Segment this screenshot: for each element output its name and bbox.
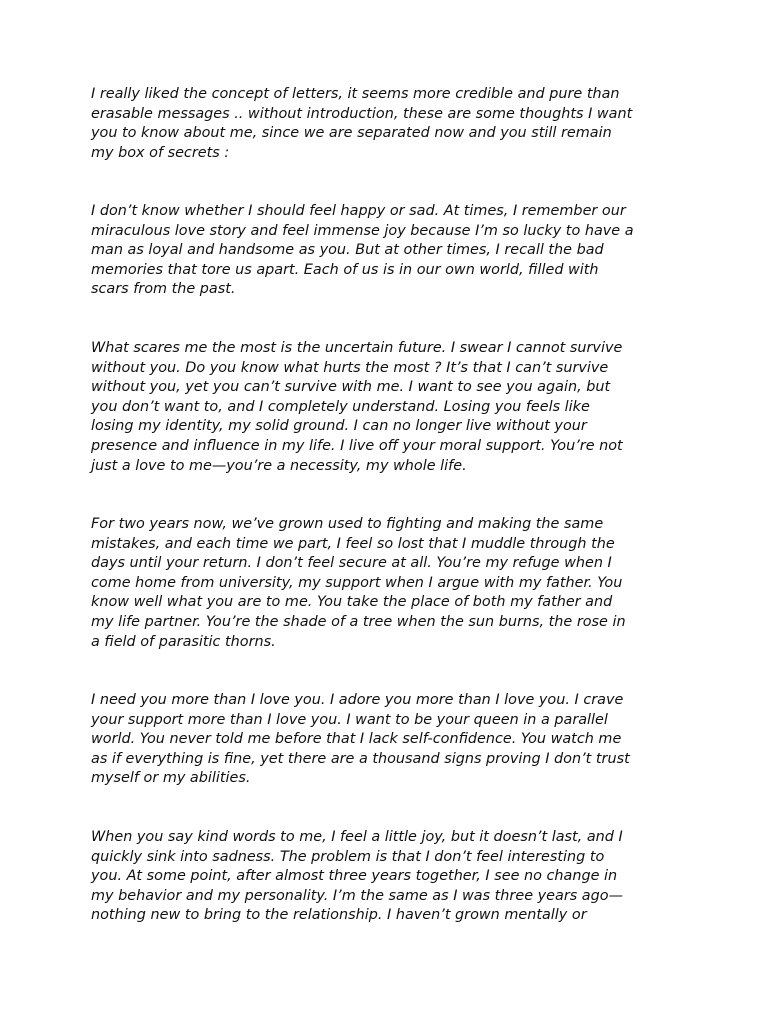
- text-line: without you. Do you know what hurts the most ? It’s that I can’t survive: [91, 359, 609, 376]
- paragraph-3: [91, 339, 691, 476]
- text-line: memories that tore us apart. Each of us is in our own world, filled with: [91, 261, 599, 278]
- text-line: scars from the past.: [91, 281, 236, 298]
- paragraph-1: [91, 85, 691, 163]
- text-line: losing my identity, my solid ground. I can no longer live without your: [91, 418, 587, 435]
- text-line: myself or my abilities.: [91, 770, 251, 787]
- text-line: you. At some point, after almost three years together, I see no change in: [91, 868, 618, 885]
- text-line: nothing new to bring to the relationship. I haven’t grown mentally or: [91, 907, 587, 924]
- text-line: a field of parasitic thorns.: [91, 633, 276, 650]
- text-line: For two years now, we’ve grown used to fighting and making the same: [91, 516, 604, 532]
- text-line: my box of secrets :: [91, 144, 230, 161]
- text-line: I really liked the concept of letters, it seems more credible and pure than: [91, 86, 620, 102]
- text-line: your support more than I love you. I want to be your queen in a parallel: [91, 711, 608, 728]
- text-line: my behavior and my personality. I’m the same as I was three years ago—: [91, 887, 623, 904]
- text-line: you don’t want to, and I completely understand. Losing you feels like: [91, 398, 590, 415]
- text-line: mistakes, and each time we part, I feel so lost that I muddle through the: [91, 535, 615, 552]
- text-line: When you say kind words to me, I feel a little joy, but it doesn’t last, and I: [91, 829, 623, 845]
- text-line: What scares me the most is the uncertain future. I swear I cannot survive: [91, 340, 623, 356]
- paragraph-4: [91, 515, 691, 652]
- text-line: world. You never told me before that I lack self-confidence. You watch me: [91, 731, 622, 748]
- text-line: quickly sink into sadness. The problem is that I don’t feel interesting to: [91, 848, 605, 865]
- text-line: as if everything is fine, yet there are a thousand signs proving I don’t trust: [91, 750, 630, 767]
- text-line: erasable messages .. without introduction, these are some thoughts I want: [91, 105, 633, 122]
- text-line: know well what you are to me. You take the place of both my father and: [91, 594, 613, 611]
- text-line: come home from university, my support when I argue with my father. You: [91, 574, 623, 591]
- paragraph-5: [91, 691, 691, 789]
- text-line: presence and influence in my life. I live off your moral support. You’re not: [91, 437, 623, 454]
- paragraph-6: [91, 828, 691, 926]
- text-line: man as loyal and handsome as you. But at other times, I recall the bad: [91, 242, 604, 259]
- text-line: I need you more than I love you. I adore you more than I love you. I crave: [91, 692, 624, 708]
- text-line: my life partner. You’re the shade of a tree when the sun burns, the rose in: [91, 613, 626, 630]
- text-line: you to know about me, since we are separated now and you still remain: [91, 125, 612, 142]
- text-line: miraculous love story and feel immense joy because I’m so lucky to have a: [91, 222, 634, 239]
- text-line: I don’t know whether I should feel happy or sad. At times, I remember our: [91, 203, 626, 219]
- paragraph-2: [91, 202, 691, 300]
- text-line: without you, yet you can’t survive with me. I want to see you again, but: [91, 379, 611, 396]
- text-line: just a love to me—you’re a necessity, my whole life.: [91, 457, 467, 474]
- text-line: days until your return. I don’t feel secure at all. You’re my refuge when I: [91, 555, 612, 572]
